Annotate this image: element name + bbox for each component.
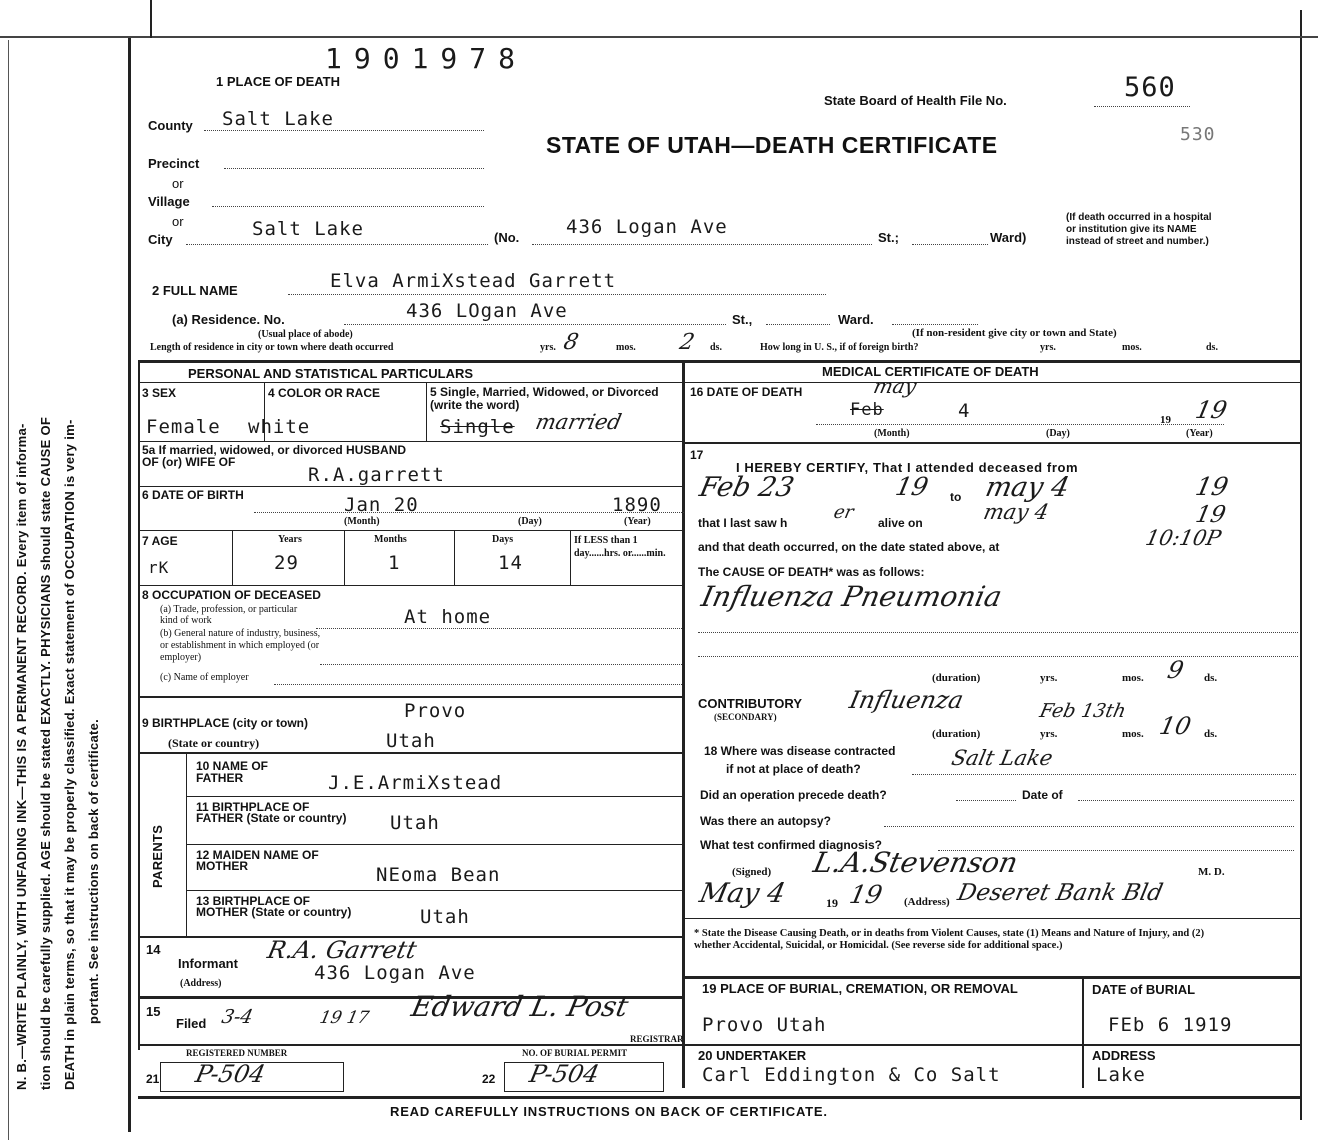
autopsy-label: Was there an autopsy?: [700, 814, 831, 828]
how-yrs: yrs.: [1040, 342, 1056, 353]
contributory-date: Feb 13th: [1037, 700, 1128, 722]
contrib-duration-label: (duration): [932, 728, 981, 740]
how-mos: mos.: [1122, 342, 1142, 353]
contrib-duration-yrs: yrs.: [1040, 728, 1058, 740]
contributory-label: CONTRIBUTORY: [698, 696, 802, 711]
last-saw-sex: er: [831, 502, 856, 523]
signature-address: Deseret Bank Bld: [955, 880, 1166, 906]
last-saw-label: that I last saw h: [698, 516, 788, 530]
dob-month-caption: (Month): [344, 516, 380, 527]
father-birthplace-value: Utah: [390, 812, 440, 834]
color-label: 4 COLOR OR RACE: [268, 386, 381, 400]
filed-year: 19 17: [317, 1008, 371, 1028]
dod-year-caption: (Year): [1186, 428, 1213, 439]
residence-ward-label: Ward.: [838, 312, 874, 327]
date-of-death-day: 4: [958, 400, 971, 422]
last-saw-year: 19: [1193, 502, 1229, 528]
occupation-b-label: (b) General nature of industry, business, or establishment in which employed (or employer): [160, 628, 321, 663]
residence-st-label: St.,: [732, 312, 753, 327]
dob-day-caption: (Day): [518, 516, 542, 527]
street-no-label: (No.: [494, 230, 520, 245]
residence-label: (a) Residence. No.: [172, 312, 285, 327]
mother-birthplace-value: Utah: [420, 906, 470, 928]
informant-address-label: (Address): [180, 978, 222, 989]
birthplace-state-label: (State or country): [168, 736, 260, 750]
birthplace-label: 9 BIRTHPLACE (city or town): [142, 716, 309, 730]
age-mark: rK: [148, 558, 170, 577]
less-than-day-label: If LESS than 1 day......hrs. or......min.: [574, 535, 666, 559]
marital-value: married: [533, 410, 624, 434]
cause-duration-mos: mos.: [1122, 672, 1144, 684]
days-label: Days: [492, 534, 514, 545]
dob-year: 1890: [612, 494, 662, 516]
residence-value: 436 LOgan Ave: [406, 300, 568, 322]
abode-note: (Usual place of abode): [258, 329, 353, 340]
marital-label: 5 Single, Married, Widowed, or Divorced (write the word): [430, 385, 659, 412]
contrib-duration-ds: ds.: [1204, 728, 1218, 740]
county-value: Salt Lake: [222, 108, 334, 130]
date-of-death-month-struck: Feb: [850, 400, 884, 420]
margin-instruction-3: DEATH in plain terms, so that it may be properly classified. Exact statement of OCCUPATION is very im-: [62, 419, 77, 1090]
attended-to-label: to: [950, 490, 962, 504]
length-mos: mos.: [616, 342, 636, 353]
precinct-label: Precinct: [148, 156, 200, 171]
how-long-label: How long in U. S., if of foreign birth?: [760, 342, 919, 353]
length-residence-label: Length of residence in city or town where death occurred: [150, 342, 394, 353]
street-label: St.;: [878, 230, 899, 245]
attended-to-date: may 4: [982, 472, 1073, 503]
occupation-a-label: (a) Trade, profession, or particular kind of work: [160, 604, 298, 626]
contrib-duration-mos: mos.: [1122, 728, 1144, 740]
filed-value: 3-4: [219, 1006, 255, 1028]
sex-label: 3 SEX: [142, 386, 177, 400]
age-label: 7 AGE: [142, 534, 178, 548]
informant-number: 14: [146, 942, 161, 957]
place-of-death-label: 1 PLACE OF DEATH: [216, 74, 340, 89]
undertaker-address-value: Lake: [1096, 1064, 1146, 1086]
nonresident-note: (If non-resident give city or town and State): [912, 327, 1117, 339]
occupation-value: At home: [404, 606, 492, 628]
street-no-value: 436 Logan Ave: [566, 216, 728, 238]
secondary-label: (SECONDARY): [714, 712, 777, 722]
section-divider: [138, 360, 1300, 363]
date-of-death-year-prefix: 19: [1160, 414, 1171, 426]
contracted-label: 18 Where was disease contracted: [704, 744, 896, 758]
margin-instruction-4: portant. See instructions on back of certificate.: [86, 718, 101, 1024]
burial-date-value: FEb 6 1919: [1108, 1014, 1233, 1036]
medical-section-title: MEDICAL CERTIFICATE OF DEATH: [822, 364, 1039, 379]
margin-instruction-2: tion should be carefully supplied. AGE should be stated EXACTLY. PHYSICIANS should state CAUSE OF: [38, 416, 53, 1090]
registrar-label: REGISTRAR: [630, 1034, 684, 1044]
undertaker-address-label: ADDRESS: [1092, 1048, 1156, 1063]
city-label: City: [148, 232, 173, 247]
dod-month-caption: (Month): [874, 428, 910, 439]
column-divider: [682, 362, 685, 1088]
filed-label: Filed: [176, 1016, 207, 1031]
undertaker-label: 20 UNDERTAKER: [698, 1048, 807, 1063]
signature-year: 19: [846, 880, 885, 909]
alive-on-label: alive on: [878, 516, 923, 530]
spouse-value: R.A.garrett: [308, 464, 445, 486]
margin-instruction-1: N. B.—WRITE PLAINLY, WITH UNFADING INK—THIS IS A PERMANENT RECORD. Every item of informa-: [14, 423, 29, 1090]
dob-label: 6 DATE OF BIRTH: [142, 488, 244, 502]
sex-value: Female: [146, 416, 221, 438]
spouse-label: 5a If married, widowed, or divorced HUSBAND OF (or) WIFE OF: [142, 443, 407, 469]
how-ds: ds.: [1206, 342, 1218, 353]
cause-duration-label: (duration): [932, 672, 981, 684]
dob-year-caption: (Year): [624, 516, 651, 527]
cause-footnote: * State the Disease Causing Death, or in deaths from Violent Causes, state (1) Means and Nature of Injury, and (2) whether Accidental, Suicidal, or Homicidal. (See reverse side for additional space.): [694, 928, 1205, 951]
form-right-border: [1300, 10, 1302, 1120]
top-tab-line: [150, 0, 152, 38]
years-value: 29: [274, 552, 299, 574]
registered-number-value: P-504: [193, 1060, 268, 1088]
burial-place-label: 19 PLACE OF BURIAL, CREMATION, OR REMOVAL: [702, 981, 1018, 996]
operation-date-label: Date of: [1022, 788, 1063, 802]
registered-number-label: REGISTERED NUMBER: [186, 1048, 288, 1058]
operation-label: Did an operation precede death?: [700, 788, 887, 802]
father-birthplace-label: 11 BIRTHPLACE OF FATHER (State or country): [196, 800, 347, 825]
county-label: County: [148, 118, 193, 133]
left-column-border: [138, 362, 140, 1050]
informant-address: 436 Logan Ave: [314, 962, 476, 984]
date-of-death-year: 19: [1193, 396, 1230, 424]
not-place-label: if not at place of death?: [726, 762, 861, 776]
length-mos-value: 2: [677, 330, 697, 355]
birthplace-state: Utah: [386, 730, 436, 752]
dob-value: Jan 20: [344, 494, 419, 516]
village-label: Village: [148, 194, 190, 209]
cause-duration-yrs: yrs.: [1040, 672, 1058, 684]
page-edge-left: [8, 40, 9, 1140]
months-label: Months: [374, 534, 407, 545]
file-stamp: 1901978: [325, 42, 528, 75]
filed-number: 15: [146, 1004, 161, 1019]
mother-birthplace-label: 13 BIRTHPLACE OF MOTHER (State or country): [196, 894, 352, 919]
length-yrs: yrs.: [540, 342, 556, 353]
personal-section-title: PERSONAL AND STATISTICAL PARTICULARS: [188, 366, 474, 381]
mother-name-value: NEoma Bean: [376, 864, 501, 886]
certify-number: 17: [690, 448, 704, 462]
attended-to-year: 19: [1192, 472, 1231, 501]
burial-permit-label: NO. OF BURIAL PERMIT: [522, 1048, 628, 1058]
registrar-signature: Edward L. Post: [408, 990, 632, 1023]
top-edge: [0, 36, 1318, 38]
date-of-death-month: may: [871, 374, 919, 398]
physician-signature: L.A.Stevenson: [810, 846, 1021, 879]
full-name-label: 2 FULL NAME: [152, 283, 238, 298]
contracted-value: Salt Lake: [949, 746, 1055, 770]
signed-label: (Signed): [732, 866, 772, 878]
registered-number-no: 21: [146, 1072, 160, 1086]
burial-permit-value: P-504: [527, 1060, 602, 1088]
undertaker-value: Carl Eddington & Co Salt: [702, 1064, 1001, 1086]
mother-name-label: 12 MAIDEN NAME OF MOTHER: [196, 848, 319, 873]
attended-from-year: 19: [892, 472, 931, 501]
certificate-title: STATE OF UTAH—DEATH CERTIFICATE: [546, 132, 998, 158]
contrib-duration-value: 10: [1157, 712, 1194, 740]
color-value: white: [248, 416, 311, 438]
informant-label: Informant: [178, 956, 238, 971]
burial-permit-no: 22: [482, 1072, 496, 1086]
years-label: Years: [278, 534, 302, 545]
cause-value: Influenza Pneumonia: [698, 580, 1005, 613]
father-name-label: 10 NAME OF FATHER: [196, 759, 269, 785]
cause-duration-value: 9: [1165, 656, 1187, 684]
hospital-note: (If death occurred in a hospital or institution give its NAME instead of street and number.): [1066, 212, 1212, 247]
state-board-number: 560: [1124, 72, 1176, 103]
marital-struck: Single: [440, 416, 515, 438]
father-name-value: J.E.ArmiXstead: [328, 772, 503, 794]
city-value: Salt Lake: [252, 218, 364, 240]
occupation-label: 8 OCCUPATION OF DECEASED: [142, 588, 321, 602]
dod-day-caption: (Day): [1046, 428, 1070, 439]
attended-from-date: Feb 23: [696, 472, 797, 503]
length-ds: ds.: [710, 342, 722, 353]
signature-address-label: (Address): [904, 896, 950, 908]
corner-number: 530: [1180, 124, 1216, 145]
form-left-border: [128, 38, 131, 1132]
footer-instructions: READ CAREFULLY INSTRUCTIONS ON BACK OF CERTIFICATE.: [390, 1104, 828, 1119]
occupation-c-label: (c) Name of employer: [160, 672, 249, 683]
diagnosis-label: What test confirmed diagnosis?: [700, 838, 883, 852]
months-value: 1: [388, 552, 401, 574]
length-yrs-value: 8: [561, 330, 581, 355]
burial-date-label: DATE of BURIAL: [1092, 982, 1196, 997]
full-name-value: Elva ArmiXstead Garrett: [330, 270, 617, 292]
cause-label: The CAUSE OF DEATH* was as follows:: [698, 565, 925, 579]
time-of-death: 10:10P: [1143, 526, 1224, 550]
certify-label: I HEREBY CERTIFY, That I attended deceased from: [736, 460, 1079, 475]
ward-label: Ward): [990, 230, 1027, 245]
signature-date: May 4: [696, 878, 789, 909]
state-board-label: State Board of Health File No.: [824, 93, 1007, 108]
death-occurred-label: and that death occurred, on the date stated above, at: [698, 540, 1000, 554]
last-saw-date: may 4: [981, 500, 1051, 524]
informant-signature: R.A. Garrett: [265, 936, 420, 964]
md-label: M. D.: [1198, 866, 1225, 878]
signature-year-prefix: 19: [826, 896, 838, 910]
cause-duration-ds: ds.: [1204, 672, 1218, 684]
parents-label: PARENTS: [150, 824, 165, 888]
burial-place-value: Provo Utah: [702, 1014, 827, 1036]
or-2: or: [172, 214, 184, 229]
date-of-death-label: 16 DATE OF DEATH: [690, 385, 803, 399]
birthplace-city: Provo: [404, 700, 467, 722]
or-1: or: [172, 176, 184, 191]
contributory-value: Influenza: [847, 686, 966, 714]
days-value: 14: [498, 552, 523, 574]
